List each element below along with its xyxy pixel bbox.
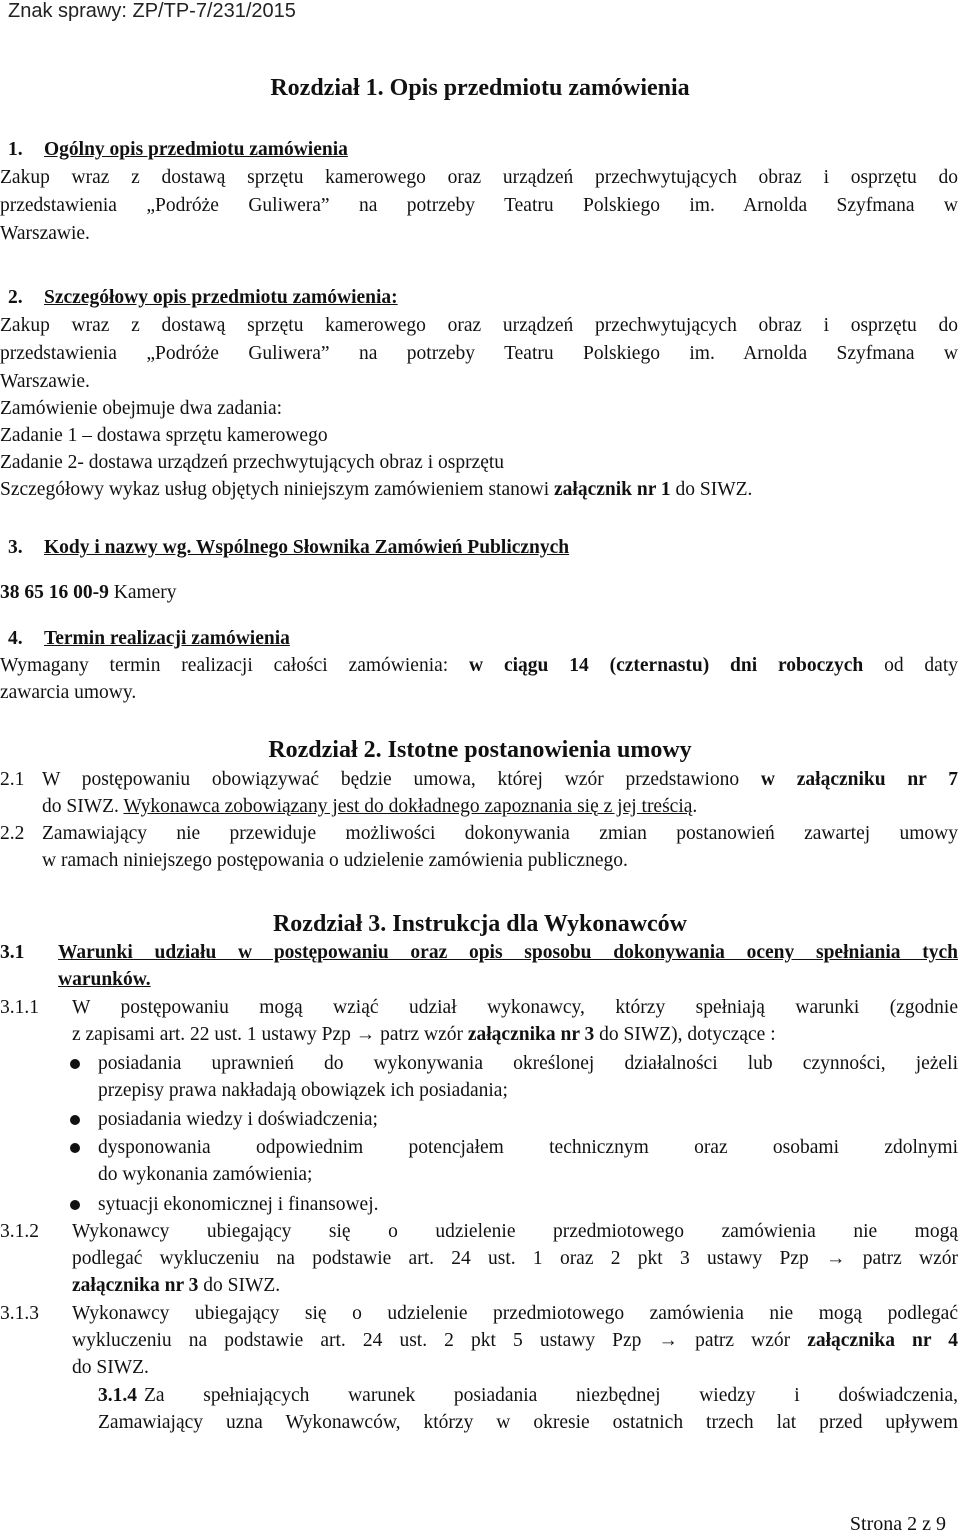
- bullet-icon: [70, 1059, 80, 1069]
- section-4-line-2: zawarcia umowy.: [0, 682, 137, 703]
- bullet-3-line-1: dysponowania odpowiednim potencjałem technicznym oraz osobami zdolnymi: [98, 1137, 958, 1158]
- section-2-line-6: Zadanie 2- dostawa urządzeń przechwytujących obraz i osprzętu: [0, 452, 505, 473]
- section-2-line-3: Warszawie.: [0, 371, 90, 392]
- para-3-1-1-line-2: z zapisami art. 22 ust. 1 ustawy Pzp → patrz wzór załącznika nr 3 do SIWZ), dotyczące :: [72, 1024, 776, 1045]
- para-3-1-2-line-2: podlegać wykluczeniu na podstawie art. 24 ust. 1 oraz 2 pkt 3 ustawy Pzp → patrz wzór: [72, 1248, 958, 1269]
- para-3-1-3-line-3: do SIWZ.: [72, 1357, 149, 1378]
- bullet-icon: [70, 1143, 80, 1153]
- section-2-line-4: Zamówienie obejmuje dwa zadania:: [0, 398, 283, 419]
- section-2-line-5: Zadanie 1 – dostawa sprzętu kamerowego: [0, 425, 328, 446]
- bullet-1-line-2: przepisy prawa nakładają obowiązek ich posiadania;: [98, 1080, 508, 1101]
- bullet-icon: [70, 1115, 80, 1125]
- para-2-2-line-1: Zamawiający nie przewiduje możliwości dokonywania zmian postanowień zawartej umowy: [42, 823, 958, 844]
- section-3-1-line-1: Warunki udziału w postępowaniu oraz opis sposobu dokonywania oceny spełniania tych: [58, 942, 958, 963]
- para-2-2-line-2: w ramach niniejszego postępowania o udzielenie zamówienia publicznego.: [42, 850, 628, 871]
- section-1-line-2: przedstawienia „Podróże Guliwera” na potrzeby Teatru Polskiego im. Arnolda Szyfmana w: [0, 195, 958, 216]
- para-3-1-4-line-2: Zamawiający uzna Wykonawców, którzy w okresie ostatnich trzech lat przed upływem: [98, 1412, 958, 1433]
- section-1-heading: Ogólny opis przedmiotu zamówienia: [44, 139, 348, 160]
- para-2-2-number: 2.2: [0, 823, 25, 844]
- para-2-1-line-2: do SIWZ. Wykonawca zobowiązany jest do dokładnego zapoznania się z jej treścią.: [42, 796, 698, 817]
- section-1-number: 1.: [8, 139, 23, 160]
- para-2-1-line-1: W postępowaniu obowiązywać będzie umowa, której wzór przedstawiono w załączniku nr 7: [42, 769, 958, 790]
- para-3-1-3-line-1: Wykonawcy ubiegający się o udzielenie przedmiotowego zamówienia nie mogą podlegać: [72, 1303, 958, 1324]
- section-2-line-1: Zakup wraz z dostawą sprzętu kamerowego oraz urządzeń przechwytujących obraz i osprzętu do: [0, 315, 958, 336]
- section-1-line-1: Zakup wraz z dostawą sprzętu kamerowego oraz urządzeń przechwytujących obraz i osprzętu do: [0, 167, 958, 188]
- bullet-1-line-1: posiadania uprawnień do wykonywania określonej działalności lub czynności, jeżeli: [98, 1053, 958, 1074]
- section-3-1-number: 3.1: [0, 942, 25, 963]
- page-number-footer: Strona 2 z 9: [849, 1513, 946, 1535]
- para-3-1-2-line-3: załącznika nr 3 do SIWZ.: [72, 1275, 281, 1296]
- section-2-heading: Szczegółowy opis przedmiotu zamówienia:: [44, 287, 398, 308]
- section-3-heading: Kody i nazwy wg. Wspólnego Słownika Zamówień Publicznych: [44, 537, 570, 558]
- para-3-1-4-number: 3.1.4: [98, 1385, 137, 1406]
- para-3-1-3-number: 3.1.3: [0, 1303, 39, 1324]
- para-3-1-1-number: 3.1.1: [0, 997, 39, 1018]
- section-3-number: 3.: [8, 537, 23, 558]
- para-3-1-4-line-1: Za spełniających warunek posiadania niezbędnej wiedzy i doświadczenia,: [144, 1385, 958, 1406]
- bullet-3-line-2: do wykonania zamówienia;: [98, 1164, 313, 1185]
- para-3-1-2-line-1: Wykonawcy ubiegający się o udzielenie przedmiotowego zamówienia nie mogą: [72, 1221, 958, 1242]
- chapter-2-title: Rozdział 2. Istotne postanowienia umowy: [268, 737, 692, 763]
- bullet-4: sytuacji ekonomicznej i finansowej.: [98, 1194, 379, 1215]
- chapter-1-title: Rozdział 1. Opis przedmiotu zamówienia: [270, 75, 690, 101]
- section-2-number: 2.: [8, 287, 23, 308]
- para-3-1-1-line-1: W postępowaniu mogą wziąć udział wykonawcy, którzy spełniają warunki (zgodnie: [72, 997, 958, 1018]
- section-4-line-1: Wymagany termin realizacji całości zamówienia: w ciągu 14 (czternastu) dni roboczych od daty: [0, 655, 958, 676]
- chapter-3-title: Rozdział 3. Instrukcja dla Wykonawców: [272, 911, 688, 937]
- section-4-heading: Termin realizacji zamówienia: [44, 628, 290, 649]
- case-number-header: Znak sprawy: ZP/TP-7/231/2015: [8, 0, 296, 22]
- bullet-2: posiadania wiedzy i doświadczenia;: [98, 1109, 378, 1130]
- section-1-line-3: Warszawie.: [0, 223, 90, 244]
- section-2-line-7: Szczegółowy wykaz usług objętych niniejszym zamówieniem stanowi załącznik nr 1 do SIWZ.: [0, 479, 753, 500]
- section-2-line-2: przedstawienia „Podróże Guliwera” na potrzeby Teatru Polskiego im. Arnolda Szyfmana w: [0, 343, 958, 364]
- bullet-icon: [70, 1200, 80, 1210]
- attachment-1-ref: załącznik nr 1: [554, 479, 671, 500]
- section-4-number: 4.: [8, 628, 23, 649]
- para-3-1-3-line-2: wykluczeniu na podstawie art. 24 ust. 2 pkt 5 ustawy Pzp → patrz wzór załącznika nr 4: [72, 1330, 959, 1351]
- section-3-1-line-2: warunków.: [58, 969, 151, 990]
- para-2-1-number: 2.1: [0, 769, 25, 790]
- cpv-code-line: 38 65 16 00-9 Kamery: [0, 582, 177, 603]
- para-3-1-2-number: 3.1.2: [0, 1221, 39, 1242]
- cpv-code: 38 65 16 00-9: [0, 582, 109, 603]
